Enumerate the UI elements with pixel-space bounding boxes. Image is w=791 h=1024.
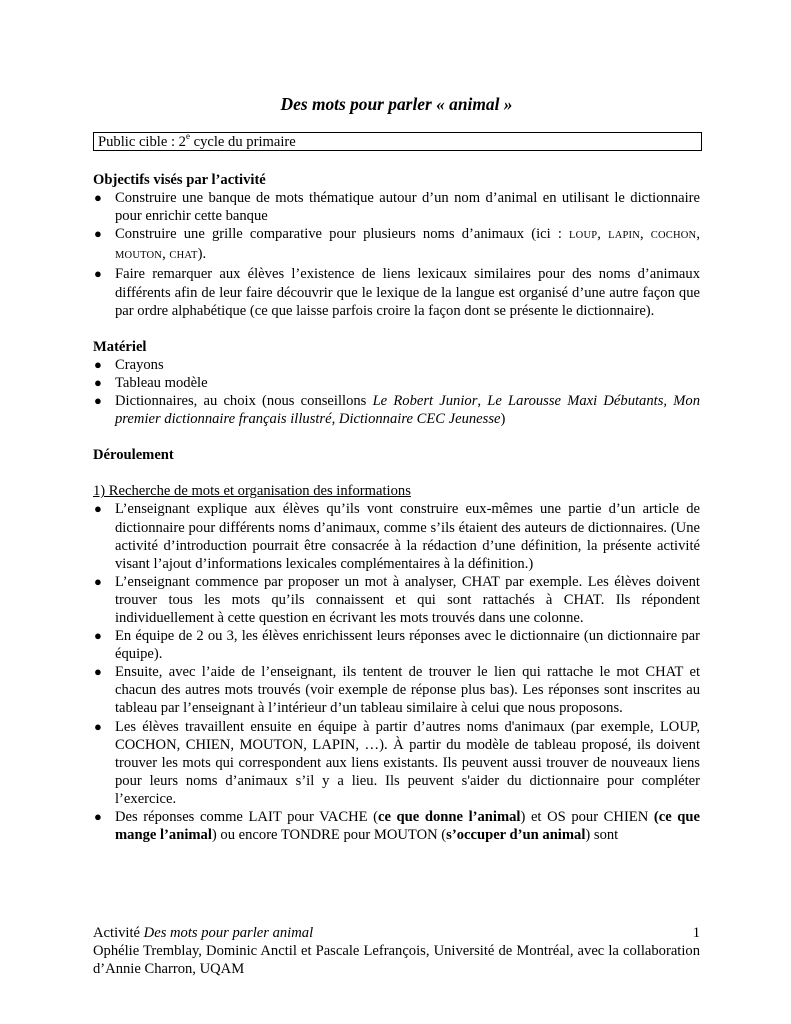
bullet-icon: ● bbox=[94, 664, 102, 680]
public-cible-sup: e bbox=[185, 131, 190, 142]
bullet-icon: ● bbox=[94, 356, 102, 372]
book-title: Le Robert Junior bbox=[372, 393, 478, 410]
list-item: ● L’enseignant explique aux élèves qu’ils vont construire eux-mêmes une partie d’un article de dictionnaire pour différents noms d’animaux, comme s’ils étaient des auteurs de dictionnaires. (Une activité d’introduction pourrait être consacrée à la rédaction d’une définition, la présente activité visant l’ajout d’informations lexicales complémentaires à la définition.) bbox=[94, 501, 700, 572]
page-title: Des mots pour parler « animal » bbox=[280, 94, 513, 114]
deroulement-list bbox=[93, 500, 700, 844]
public-cible-prefix: Public cible : 2 bbox=[98, 134, 186, 150]
bullet-icon: ● bbox=[94, 501, 102, 517]
objectifs-heading: Objectifs visés par l’activité bbox=[93, 172, 266, 188]
page-number: 1 bbox=[692, 925, 700, 941]
bullet-icon: ● bbox=[94, 393, 102, 409]
document-body bbox=[93, 171, 700, 844]
public-cible-box bbox=[93, 132, 702, 151]
book-title: Dictionnaire CEC Jeunesse bbox=[338, 411, 501, 428]
list-item: ● Les élèves travaillent ensuite en équipe à partir d’autres noms d'animaux (par exemple, LOUP, COCHON, CHIEN, MOUTON, LAPIN, …). À partir du modèle de tableau proposé, ils doivent trouver les mots qui correspondent aux liens existants. Ils peuvent aussi trouver de nouveaux liens pour leurs noms d’animaux s’il y a lieu. Ils peuvent s'aider du dictionnaire pour compléter l’exercice. bbox=[94, 718, 700, 807]
bullet-icon: ● bbox=[94, 809, 102, 824]
animal-word: LAPIN bbox=[608, 230, 640, 242]
bullet-icon: ● bbox=[94, 628, 102, 644]
list-item: ● Dictionnaires, au choix (nous conseillons Le Robert Junior, Le Larousse Maxi Débutants, Mon premier dictionnaire français illustré, Dictionnaire CEC Jeunesse) bbox=[94, 393, 700, 428]
objectifs-list bbox=[93, 189, 700, 320]
footer-activity: Activité Des mots pour parler animal bbox=[93, 925, 314, 941]
page-footer bbox=[93, 924, 700, 978]
animal-word: COCHON bbox=[650, 230, 697, 242]
animal-word: MOUTON bbox=[115, 250, 163, 262]
list-item: ● Construire une banque de mots thématique autour d’un nom d’animal en utilisant le dictionnaire pour enrichir cette banque bbox=[94, 190, 700, 225]
bullet-icon: ● bbox=[94, 374, 102, 390]
public-cible-suffix: cycle du primaire bbox=[189, 134, 296, 150]
deroulement-heading: Déroulement bbox=[93, 447, 174, 464]
list-item: ● Ensuite, avec l’aide de l’enseignant, ils tentent de trouver le lien qui rattache le mot CHAT et chacun des autres mots trouvés (voir exemple de réponse plus bas). Les réponses sont inscrites au tableau par l’enseignant à l’intérieur d’un tableau similaire à celui que nous proposons. bbox=[94, 664, 700, 717]
list-item: ● Tableau modèle bbox=[94, 374, 208, 391]
deroulement-subheading: 1) Recherche de mots et organisation des informations bbox=[93, 483, 411, 500]
list-item: ● Construire une grille comparative pour plusieurs noms d’animaux (ici : LOUP, LAPIN, COCHON, MOUTON, CHAT). bbox=[94, 226, 700, 263]
bullet-icon: ● bbox=[94, 226, 102, 242]
list-item: ● L’enseignant commence par proposer un mot à analyser, CHAT par exemple. Les élèves doivent trouver tous les mots qu’ils connaissent et qui sont rattachés à CHAT. Ils répondent individuellement à cette question en écrivant les mots trouvés dans une colonne. bbox=[94, 573, 700, 626]
list-item: ● Faire remarquer aux élèves l’existence de liens lexicaux similaires pour des noms d’animaux différents afin de leur faire découvrir que le lexique de la langue est organisé d’une autre façon que par ordre alphabétique (ce que laisse parfois croire la façon dont se présente le dictionnaire). bbox=[94, 266, 700, 319]
bullet-icon: ● bbox=[94, 190, 102, 206]
bullet-icon: ● bbox=[94, 266, 102, 282]
book-title: Mon premier dictionnaire français illustré, bbox=[115, 393, 700, 428]
materiel-heading: Matériel bbox=[93, 338, 147, 355]
footer-authors: Ophélie Tremblay, Dominic Anctil et Pascale Lefrançois, Université de Montréal, avec la collaboration d’Annie Charron, UQAM bbox=[93, 943, 700, 978]
bullet-icon: ● bbox=[94, 718, 102, 734]
book-title: Le Larousse Maxi Débutants, bbox=[487, 393, 668, 410]
animal-word: LOUP bbox=[569, 230, 598, 242]
list-item: ● En équipe de 2 ou 3, les élèves enrichissent leurs réponses avec le dictionnaire (un dictionnaire par équipe). bbox=[94, 628, 700, 663]
list-item: ● Crayons bbox=[94, 356, 164, 373]
bullet-icon: ● bbox=[94, 573, 102, 589]
materiel-list bbox=[93, 356, 700, 428]
animal-word: CHAT bbox=[169, 250, 198, 262]
list-item: ● Des réponses comme LAIT pour VACHE (ce que donne l’animal) et OS pour CHIEN (ce que mange l’animal) ou encore TONDRE pour MOUTON (s’occuper d’un animal) sont bbox=[94, 809, 700, 844]
